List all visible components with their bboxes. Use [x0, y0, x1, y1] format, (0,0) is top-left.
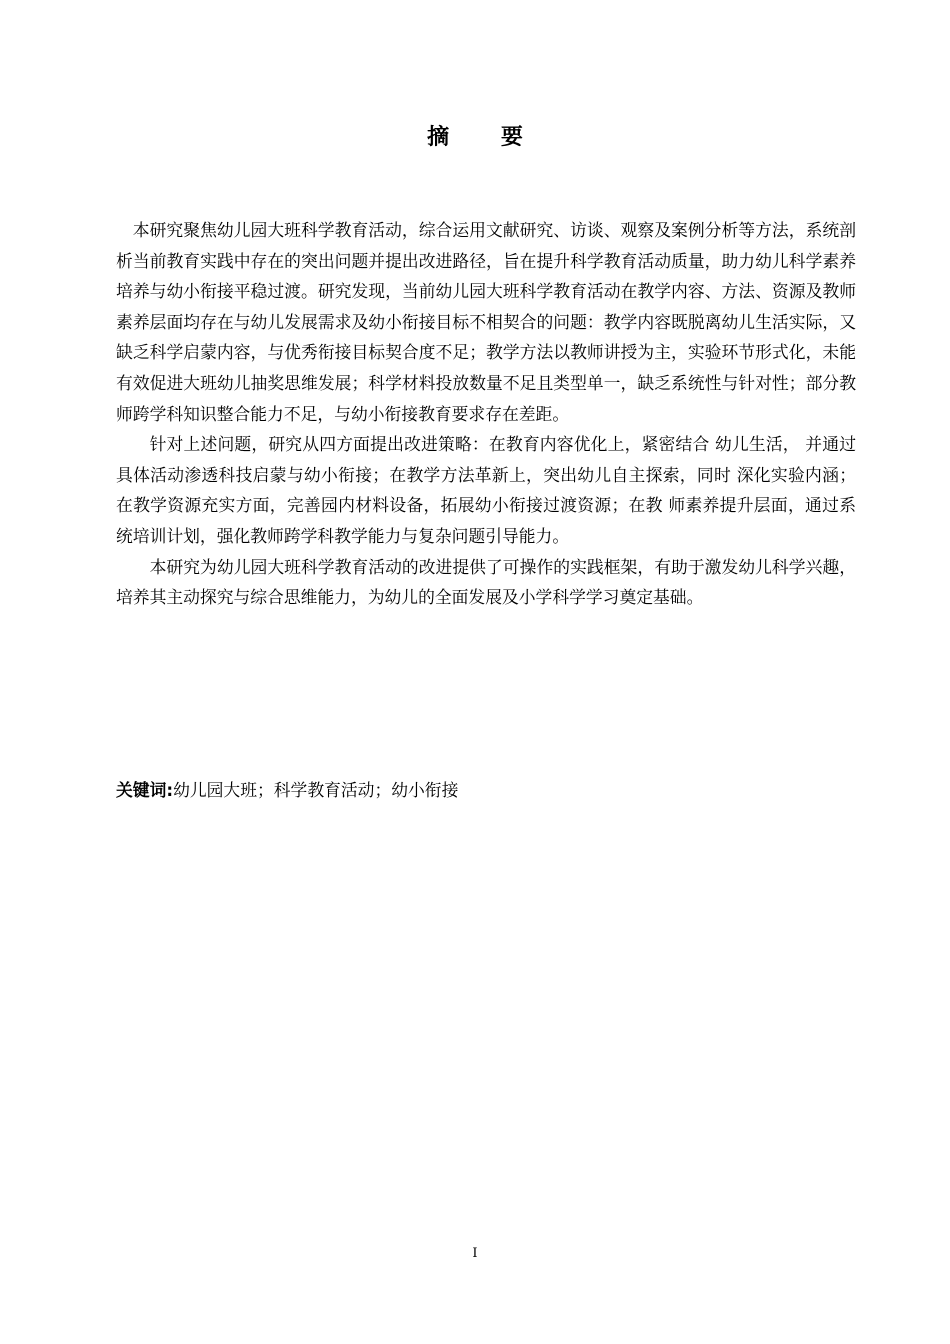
abstract-paragraph-2: 针对上述问题，研究从四方面提出改进策略：在教育内容优化上，紧密结合 幼儿生活， 并通过具体活动渗透科技启蒙与幼小衔接；在教学方法革新上，突出幼儿自主探索，同时 深化实验内涵；在教学资源充实方面，完善园内材料设备，拓展幼小衔接过渡资源；在教 师素养提升层面，通过系统培训计划，强化教师跨学科教学能力与复杂问题引导能力。 [116, 434, 856, 546]
abstract-paragraph-3: 本研究为幼儿园大班科学教育活动的改进提供了可操作的实践框架，有助于激发幼儿科学兴趣，培养其主动探究与综合思维能力，为幼儿的全面发展及小学科学学习奠定基础。 [116, 556, 856, 608]
page-number: I [472, 1246, 478, 1261]
keywords-line [116, 775, 856, 805]
abstract-body [116, 215, 856, 613]
keywords-value: 幼儿园大班；科学教育活动；幼小衔接 [173, 780, 459, 800]
page-title: 摘 要 [427, 125, 545, 150]
keywords-label: 关键词: [116, 780, 174, 800]
abstract-paragraph-1: 本研究聚焦幼儿园大班科学教育活动，综合运用文献研究、访谈、观察及案例分析等方法，系统剖析当前教育实践中存在的突出问题并提出改进路径，旨在提升科学教育活动质量，助力幼儿科学素养培养与幼小衔接平稳过渡。研究发现，当前幼儿园大班科学教育活动在教学内容、方法、资源及教师素养层面均存在与幼儿发展需求及幼小衔接目标不相契合的问题：教学内容既脱离幼儿生活实际，又缺乏科学启蒙内容，与优秀衔接目标契合度不足；教学方法以教师讲授为主，实验环节形式化，未能有效促进大班幼儿抽奖思维发展；科学材料投放数量不足且类型单一，缺乏系统性与针对性；部分教师跨学科知识整合能力不足，与幼小衔接教育要求存在差距。 [116, 220, 856, 424]
